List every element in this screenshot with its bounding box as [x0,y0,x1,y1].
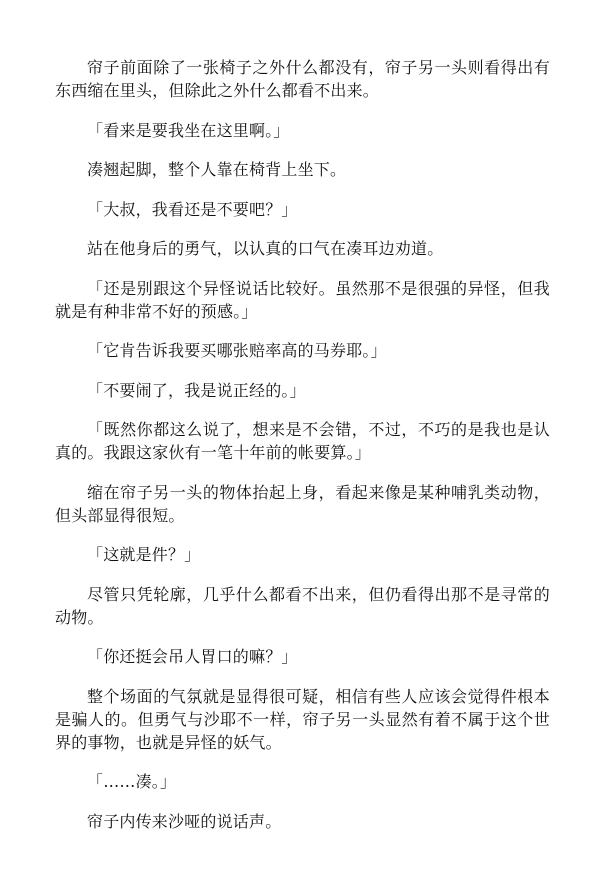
paragraph: 「它肯告诉我要买哪张赔率高的马券耶。」 [87,341,387,360]
paragraph: 缩在帘子另一头的物体抬起上身，看起来像是某种哺乳类动物，但头部显得很短。 [55,482,550,525]
paragraph: 帘子前面除了一张椅子之外什么都没有，帘子另一头则看得出有东西缩在里头，但除此之外什么都看不出来。 [55,58,550,100]
paragraph: 「不要闹了，我是说正经的。」 [87,380,306,400]
paragraph: 「大叔，我看还是不要吧？」 [87,199,298,219]
paragraph: 帘子内传来沙哑的说话声。 [87,811,282,831]
paragraph: 「看来是要我坐在这里啊。」 [87,120,290,140]
paragraph: 「……凑。」 [87,772,177,791]
paragraph: 「还是别跟这个异怪说话比较好。虽然那不是很强的异怪，但我就是有种非常不好的预感。」 [55,278,550,321]
paragraph: 尽管只凭轮廓，几乎什么都看不出来，但仍看得出那不是寻常的动物。 [55,584,550,627]
paragraph: 「你还挺会吊人胃口的嘛？」 [87,647,298,666]
paragraph: 「既然你都这么说了，想来是不会错，不过，不巧的是我也是认真的。我跟这家伙有一笔十年前的帐要算。」 [55,420,550,462]
paragraph: 「这就是件？」 [87,545,201,564]
paragraph: 凑翘起脚，整个人靠在椅背上坐下。 [87,160,347,179]
paragraph: 整个场面的气氛就是显得很可疑，相信有些人应该会觉得件根本是骗人的。但勇气与沙耶不一样，帘子另一头显然有着不属于这个世界的事物，也就是异怪的妖气。 [55,686,550,752]
paragraph: 站在他身后的勇气，以认真的口气在凑耳边劝道。 [87,239,444,258]
document-body [55,56,550,849]
